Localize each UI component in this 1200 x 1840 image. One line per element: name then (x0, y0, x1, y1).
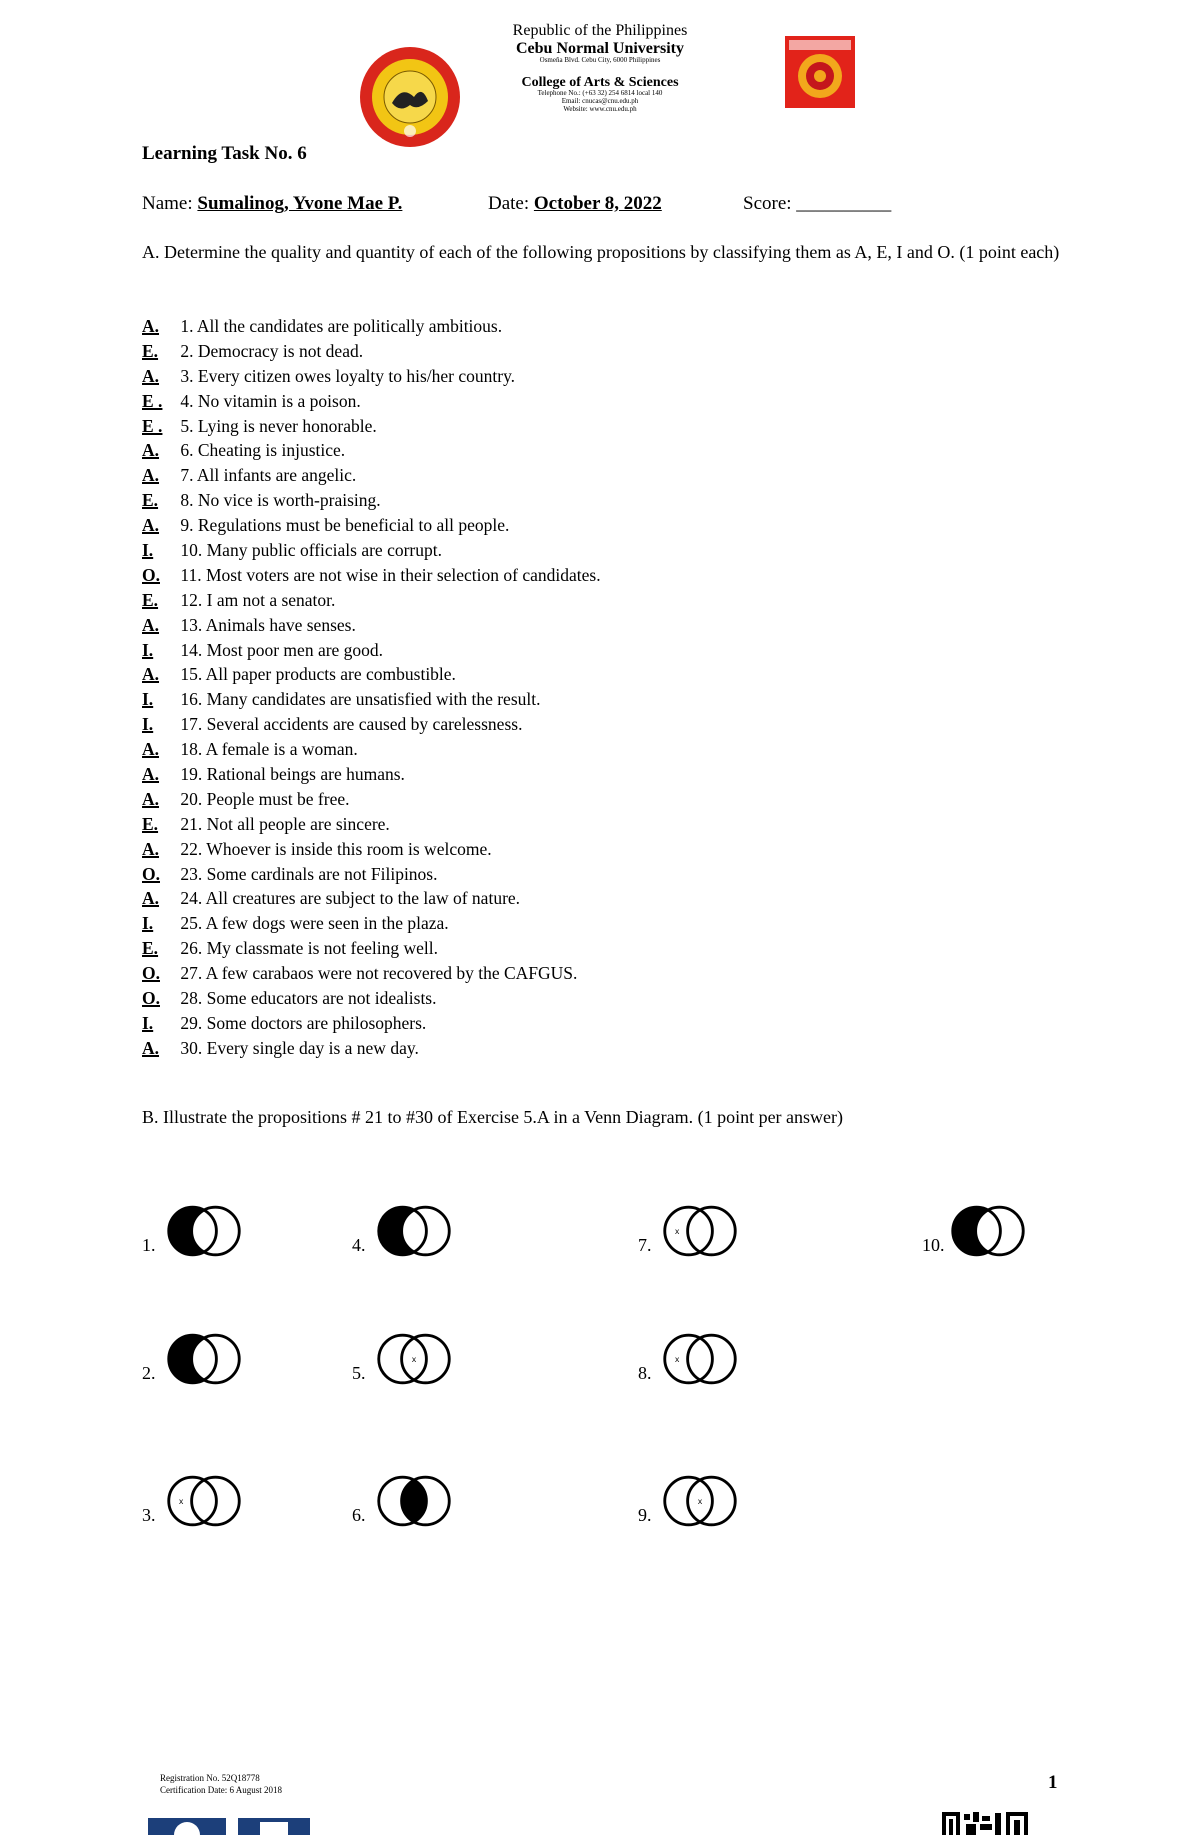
answer-label: E. (142, 813, 159, 834)
diagram-label: 10. (922, 1235, 945, 1255)
proposition-text: 10. Many public officials are corrupt. (180, 540, 442, 561)
proposition-item (142, 588, 601, 613)
proposition-item (142, 911, 601, 936)
proposition-item (142, 712, 601, 737)
answer-label: A. (142, 614, 160, 635)
answer-label: I. (142, 639, 154, 660)
name-value: Sumalinog, Yvone Mae P. (197, 193, 403, 214)
proposition-text: 23. Some cardinals are not Filipinos. (180, 863, 438, 884)
proposition-item (142, 812, 601, 837)
proposition-item (142, 886, 601, 911)
proposition-list (142, 314, 601, 1061)
answer-label: A. (142, 365, 160, 386)
answer-label: A. (142, 316, 160, 336)
page-number: 1 (1048, 1772, 1058, 1793)
proposition-text: 16. Many candidates are unsatisfied with the result. (180, 689, 541, 710)
proposition-text: 29. Some doctors are philosophers. (180, 1012, 427, 1033)
part-b-instruction: B. Illustrate the propositions # 21 to #30 of Exercise 5.A in a Venn Diagram. (1 point per answer) (142, 1107, 844, 1127)
proposition-text: 9. Regulations must be beneficial to all people. (180, 515, 510, 536)
email-line: Email: cnucas@cnu.edu.ph (561, 96, 639, 105)
venn-diagram-3 (164, 1471, 244, 1531)
proposition-text: 18. A female is a woman. (180, 739, 358, 760)
score-label: Score: __________ (743, 193, 892, 214)
answer-label: A. (142, 1037, 160, 1058)
answer-label: O. (142, 963, 160, 984)
diagram-mark: x (675, 1225, 680, 1236)
proposition-text: 1. All the candidates are politically ambitious. (180, 316, 503, 336)
proposition-item (142, 762, 601, 787)
proposition-item (142, 1011, 601, 1036)
proposition-text: 20. People must be free. (180, 788, 350, 809)
diagram-mark: x (179, 1495, 184, 1506)
proposition-text: 27. A few carabaos were not recovered by the CAFGUS. (180, 963, 578, 984)
proposition-item (142, 613, 601, 638)
answer-label: I. (142, 1012, 154, 1033)
diagram-label: 4. (352, 1235, 366, 1255)
venn-diagram-4 (374, 1201, 454, 1261)
qr-code-icon (940, 1810, 1032, 1835)
proposition-item (142, 538, 601, 563)
diagram-label: 6. (352, 1505, 366, 1525)
answer-label: A. (142, 838, 160, 859)
proposition-text: 4. No vitamin is a poison. (180, 390, 361, 411)
proposition-item (142, 438, 601, 463)
proposition-text: 14. Most poor men are good. (180, 639, 384, 660)
answer-label: I. (142, 540, 154, 561)
proposition-item (142, 563, 601, 588)
university-name: Cebu Normal University (516, 39, 684, 57)
score-field (743, 193, 891, 215)
diagram-label: 5. (352, 1363, 366, 1383)
diagram-mark: x (697, 1495, 703, 1506)
venn-diagram-10 (948, 1201, 1028, 1261)
proposition-text: 7. All infants are angelic. (180, 465, 357, 486)
address-line: Osmeña Blvd. Cebu City, 6000 Philippines (539, 56, 661, 65)
college-name: College of Arts & Sciences (521, 74, 679, 90)
registration-number: Registration No. 52Q18778 (160, 1773, 260, 1783)
proposition-item (142, 314, 601, 339)
answer-label: E. (142, 589, 159, 610)
proposition-item (142, 986, 601, 1011)
proposition-item (142, 837, 601, 862)
proposition-text: 30. Every single day is a new day. (180, 1037, 419, 1058)
date-value: October 8, 2022 (533, 193, 662, 214)
proposition-item (142, 463, 601, 488)
university-seal-logo (358, 45, 462, 149)
answer-label: A. (142, 739, 160, 760)
proposition-text: 11. Most voters are not wise in their selection of candidates. (180, 564, 601, 585)
proposition-item (142, 961, 601, 986)
venn-diagram-6 (374, 1471, 454, 1531)
date-label: Date: (488, 193, 530, 214)
answer-label: O. (142, 863, 160, 884)
part-a-instruction: A. Determine the quality and quantity of each of the following propositions by classifying them as A, E, I and O. (1 point each) (142, 242, 1060, 262)
answer-label: I. (142, 689, 154, 710)
proposition-text: 13. Animals have senses. (180, 614, 356, 635)
institution-header (450, 22, 750, 113)
proposition-text: 28. Some educators are not idealists. (180, 988, 437, 1009)
proposition-text: 5. Lying is never honorable. (180, 415, 377, 436)
venn-diagram-9 (660, 1471, 740, 1531)
proposition-item (142, 687, 601, 712)
proposition-text: 3. Every citizen owes loyalty to his/her country. (180, 365, 516, 386)
certification-date: Certification Date: 6 August 2018 (160, 1785, 282, 1795)
answer-label: A. (142, 515, 160, 536)
proposition-text: 25. A few dogs were seen in the plaza. (180, 913, 449, 934)
proposition-text: 26. My classmate is not feeling well. (180, 938, 438, 959)
proposition-item (142, 339, 601, 364)
name-label: Name: (142, 193, 193, 214)
proposition-item (142, 389, 601, 414)
proposition-text: 6. Cheating is injustice. (180, 440, 346, 461)
proposition-item (142, 513, 601, 538)
answer-label: E. (142, 938, 159, 959)
diagram-label: 8. (638, 1363, 652, 1383)
society-seal-logo (785, 36, 855, 108)
proposition-text: 22. Whoever is inside this room is welcome. (180, 838, 492, 859)
answer-label: A. (142, 440, 160, 461)
diagram-label: 2. (142, 1363, 156, 1383)
diagram-label: 7. (638, 1235, 652, 1255)
answer-label: I. (142, 913, 154, 934)
proposition-text: 12. I am not a senator. (180, 589, 336, 610)
task-title: Learning Task No. 6 (142, 143, 307, 164)
diagram-mark: x (411, 1353, 417, 1364)
answer-label: E . (142, 415, 163, 436)
answer-label: I. (142, 714, 154, 735)
diagram-label: 9. (638, 1505, 652, 1525)
telephone-line: Telephone No.: (+63 32) 254 6814 local 140 (537, 89, 663, 98)
venn-diagram-2 (164, 1329, 244, 1389)
proposition-text: 21. Not all people are sincere. (180, 813, 390, 834)
footer-registration (160, 1772, 282, 1796)
answer-label: E. (142, 340, 159, 361)
diagram-label: 3. (142, 1505, 156, 1525)
answer-label: A. (142, 888, 160, 909)
proposition-item (142, 1036, 601, 1061)
republic-line: Republic of the Philippines (512, 22, 688, 39)
diagram-label: 1. (142, 1235, 156, 1255)
answer-label: E. (142, 490, 159, 511)
answer-label: O. (142, 564, 160, 585)
diagram-mark: x (675, 1353, 680, 1364)
website-line: Website: www.cnu.edu.ph (563, 104, 637, 113)
proposition-text: 17. Several accidents are caused by carelessness. (180, 714, 523, 735)
certification-logos (148, 1818, 310, 1835)
name-field (142, 193, 402, 215)
proposition-item (142, 862, 601, 887)
venn-diagram-5 (374, 1329, 454, 1389)
proposition-item (142, 662, 601, 687)
proposition-item (142, 638, 601, 663)
answer-label: E . (142, 390, 163, 411)
answer-label: O. (142, 988, 160, 1009)
proposition-item (142, 936, 601, 961)
venn-diagram-1 (164, 1201, 244, 1261)
answer-label: A. (142, 664, 160, 685)
venn-diagram-8 (660, 1329, 740, 1389)
proposition-text: 2. Democracy is not dead. (180, 340, 364, 361)
proposition-item (142, 364, 601, 389)
proposition-item (142, 488, 601, 513)
proposition-text: 8. No vice is worth-praising. (180, 490, 381, 511)
proposition-item (142, 414, 601, 439)
venn-diagram-7 (660, 1201, 740, 1261)
proposition-item (142, 787, 601, 812)
proposition-text: 19. Rational beings are humans. (180, 764, 405, 785)
answer-label: A. (142, 788, 160, 809)
proposition-item (142, 737, 601, 762)
proposition-text: 24. All creatures are subject to the law of nature. (180, 888, 521, 909)
date-field (488, 193, 662, 215)
proposition-text: 15. All paper products are combustible. (180, 664, 456, 685)
answer-label: A. (142, 764, 160, 785)
answer-label: A. (142, 465, 160, 486)
